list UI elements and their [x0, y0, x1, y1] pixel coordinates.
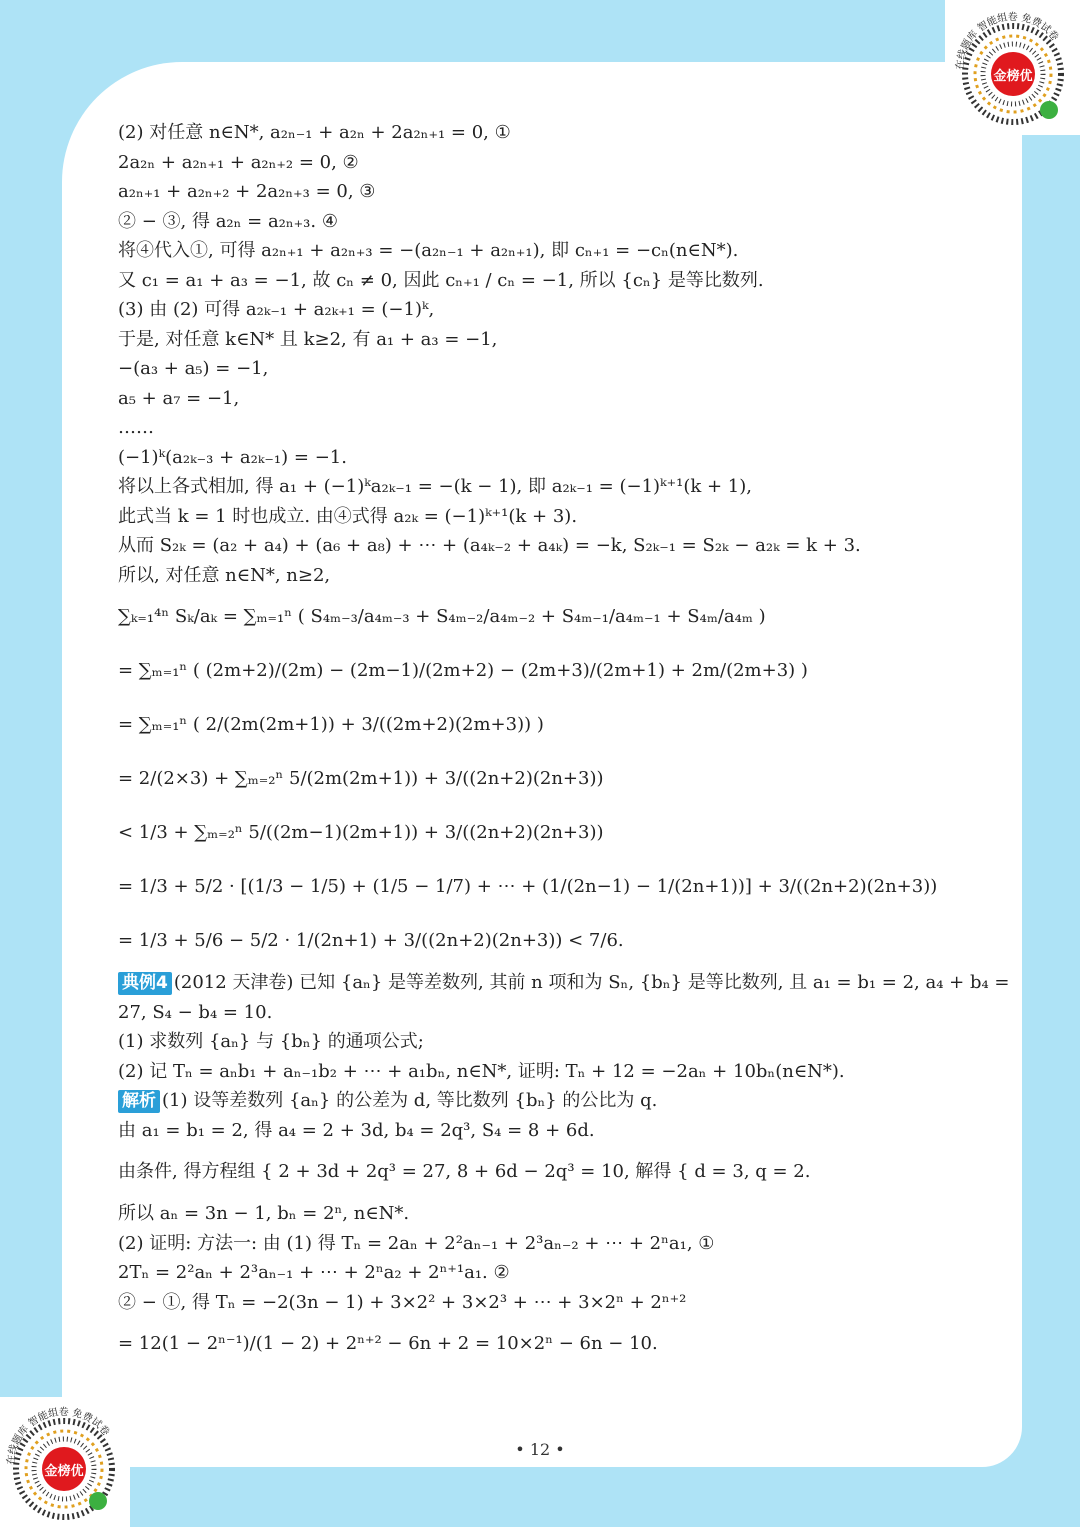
line-text: 由条件, 得方程组 { 2 + 3d + 2q³ = 27, 8 + 6d − 2q³ = 10, 解得 { d = 3, q = 2. — [118, 1161, 811, 1182]
math-line — [118, 914, 998, 968]
math-line — [118, 1145, 998, 1199]
line-text: 从而 S₂ₖ = (a₂ + a₄) + (a₆ + a₈) + ⋯ + (a₄ₖ₋₂ + a₄ₖ) = −k, S₂ₖ₋₁ = S₂ₖ − a₂ₖ = k + 3. — [118, 535, 861, 556]
line-text: 将④代入①, 可得 a₂ₙ₊₁ + a₂ₙ₊₃ = −(a₂ₙ₋₁ + a₂ₙ₊₁), 即 cₙ₊₁ = −cₙ(n∈N*). — [118, 240, 739, 261]
line-text: a₅ + a₇ = −1, — [118, 387, 240, 409]
line-text: 又 c₁ = a₁ + a₃ = −1, 故 cₙ ≠ 0, 因此 cₙ₊₁ / cₙ = −1, 所以 {cₙ} 是等比数列. — [118, 269, 764, 291]
line-text: 2Tₙ = 2²aₙ + 2³aₙ₋₁ + ⋯ + 2ⁿa₂ + 2ⁿ⁺¹a₁. ② — [118, 1262, 510, 1283]
line-text: (1) 设等差数列 {aₙ} 的公差为 d, 等比数列 {bₙ} 的公比为 q. — [162, 1090, 658, 1111]
text-line — [118, 1199, 998, 1229]
line-text: ② − ③, 得 a₂ₙ = a₂ₙ₊₃. ④ — [118, 210, 338, 232]
text-line — [118, 1229, 998, 1259]
text-line — [118, 413, 998, 443]
text-line — [118, 295, 998, 325]
text-line — [118, 998, 998, 1028]
line-text: (1) 求数列 {aₙ} 与 {bₙ} 的通项公式; — [118, 1031, 424, 1052]
math-line — [118, 698, 998, 752]
text-line — [118, 207, 998, 237]
line-text: (−1)ᵏ(a₂ₖ₋₃ + a₂ₖ₋₁) = −1. — [118, 446, 347, 468]
math-line — [118, 860, 998, 914]
text-line — [118, 472, 998, 502]
math-line — [118, 1317, 998, 1371]
qr-brand: 金榜优 — [44, 1464, 84, 1479]
line-text: (2) 证明: 方法一: 由 (1) 得 Tₙ = 2aₙ + 2²aₙ₋₁ + 2³aₙ₋₂ + ⋯ + 2ⁿa₁, ① — [118, 1232, 715, 1254]
line-text: 27, S₄ − b₄ = 10. — [118, 1001, 273, 1023]
line-text: = 12(1 − 2ⁿ⁻¹)/(1 − 2) + 2ⁿ⁺² − 6n + 2 = 10×2ⁿ − 6n − 10. — [118, 1333, 658, 1354]
qr-brand: 金榜优 — [993, 69, 1033, 84]
text-line — [118, 266, 998, 296]
line-text: 由 a₁ = b₁ = 2, 得 a₄ = 2 + 3d, b₄ = 2q³, S₄ = 8 + 6d. — [118, 1119, 595, 1141]
line-text: = ∑ₘ₌₁ⁿ ( 2/(2m(2m+1)) + 3/((2m+2)(2m+3)) ) — [118, 714, 544, 735]
line-text: (2) 对任意 n∈N*, a₂ₙ₋₁ + a₂ₙ + 2a₂ₙ₊₁ = 0, ① — [118, 122, 511, 143]
math-line — [118, 752, 998, 806]
text-line — [118, 1057, 998, 1087]
line-text: = 1/3 + 5/6 − 5/2 · 1/(2n+1) + 3/((2n+2)(2n+3)) < 7/6. — [118, 930, 624, 951]
line-text: (2012 天津卷) 已知 {aₙ} 是等差数列, 其前 n 项和为 Sₙ, {bₙ} 是等比数列, 且 a₁ = b₁ = 2, a₄ + b₄ = — [173, 972, 1010, 993]
text-line — [118, 1258, 998, 1288]
math-line — [118, 806, 998, 860]
line-text: = ∑ₘ₌₁ⁿ ( (2m+2)/(2m) − (2m−1)/(2m+2) − (2m+3)/(2m+1) + 2m/(2m+3) ) — [118, 660, 808, 681]
math-line — [118, 590, 998, 644]
qr-code-bottom[interactable] — [0, 1397, 130, 1527]
line-text: = 1/3 + 5/2 · [(1/3 − 1/5) + (1/5 − 1/7) + ⋯ + (1/(2n−1) − 1/(2n+1))] + 3/((2n+2)(2n+3)) — [118, 876, 938, 897]
text-line — [118, 561, 998, 591]
line-text: 将以上各式相加, 得 a₁ + (−1)ᵏa₂ₖ₋₁ = −(k − 1), 即 a₂ₖ₋₁ = (−1)ᵏ⁺¹(k + 1), — [118, 476, 752, 497]
text-line — [118, 384, 998, 414]
line-text: 2a₂ₙ + a₂ₙ₊₁ + a₂ₙ₊₂ = 0, ② — [118, 151, 359, 173]
text-line — [118, 236, 998, 266]
line-text: a₂ₙ₊₁ + a₂ₙ₊₂ + 2a₂ₙ₊₃ = 0, ③ — [118, 181, 376, 202]
qr-caption: 在线题库 智能组卷 免费试卷 — [954, 11, 1061, 71]
page-content — [118, 118, 1010, 1371]
line-text: = 2/(2×3) + ∑ₘ₌₂ⁿ 5/(2m(2m+1)) + 3/((2n+2)(2n+3)) — [118, 768, 604, 789]
qr-code-top[interactable] — [945, 0, 1080, 135]
section-tag: 典例4 — [118, 972, 172, 995]
text-line — [118, 1288, 998, 1318]
text-line — [118, 443, 998, 473]
line-text: 此式当 k = 1 时也成立. 由④式得 a₂ₖ = (−1)ᵏ⁺¹(k + 3). — [118, 505, 578, 527]
section-tag: 解析 — [118, 1090, 160, 1113]
mini-program-icon — [1040, 101, 1058, 119]
math-line — [118, 644, 998, 698]
text-line — [118, 118, 998, 148]
text-line — [118, 1027, 998, 1057]
text-line — [118, 177, 998, 207]
line-text: (2) 记 Tₙ = aₙb₁ + aₙ₋₁b₂ + ⋯ + a₁bₙ, n∈N*, 证明: Tₙ + 12 = −2aₙ + 10bₙ(n∈N*). — [118, 1060, 845, 1082]
text-line — [118, 1116, 998, 1146]
line-text: ② − ①, 得 Tₙ = −2(3n − 1) + 3×2² + 3×2³ + ⋯ + 3×2ⁿ + 2ⁿ⁺² — [118, 1291, 687, 1313]
line-text: ∑ₖ₌₁⁴ⁿ Sₖ/aₖ = ∑ₘ₌₁ⁿ ( S₄ₘ₋₃/a₄ₘ₋₃ + S₄ₘ₋₂/a₄ₘ₋₂ + S₄ₘ₋₁/a₄ₘ₋₁ + S₄ₘ/a₄ₘ ) — [118, 606, 766, 627]
text-line — [118, 968, 1010, 998]
line-text: 所以, 对任意 n∈N*, n≥2, — [118, 564, 331, 586]
line-text: < 1/3 + ∑ₘ₌₂ⁿ 5/((2m−1)(2m+1)) + 3/((2n+2)(2n+3)) — [118, 822, 604, 843]
text-line — [118, 325, 998, 355]
text-line — [118, 531, 998, 561]
text-line — [118, 148, 998, 178]
page-number: • 12 • — [515, 1440, 565, 1459]
line-text: 于是, 对任意 k∈N* 且 k≥2, 有 a₁ + a₃ = −1, — [118, 328, 498, 350]
line-text: −(a₃ + a₅) = −1, — [118, 358, 269, 379]
qr-caption: 在线题库 智能组卷 免费试卷 — [5, 1406, 112, 1466]
text-line — [118, 502, 998, 532]
mini-program-icon — [89, 1492, 107, 1510]
line-text: 所以 aₙ = 3n − 1, bₙ = 2ⁿ, n∈N*. — [118, 1203, 410, 1224]
line-text: (3) 由 (2) 可得 a₂ₖ₋₁ + a₂ₖ₊₁ = (−1)ᵏ, — [118, 299, 435, 320]
text-line — [118, 354, 998, 384]
line-text: …… — [118, 417, 154, 438]
text-line — [118, 1086, 998, 1116]
